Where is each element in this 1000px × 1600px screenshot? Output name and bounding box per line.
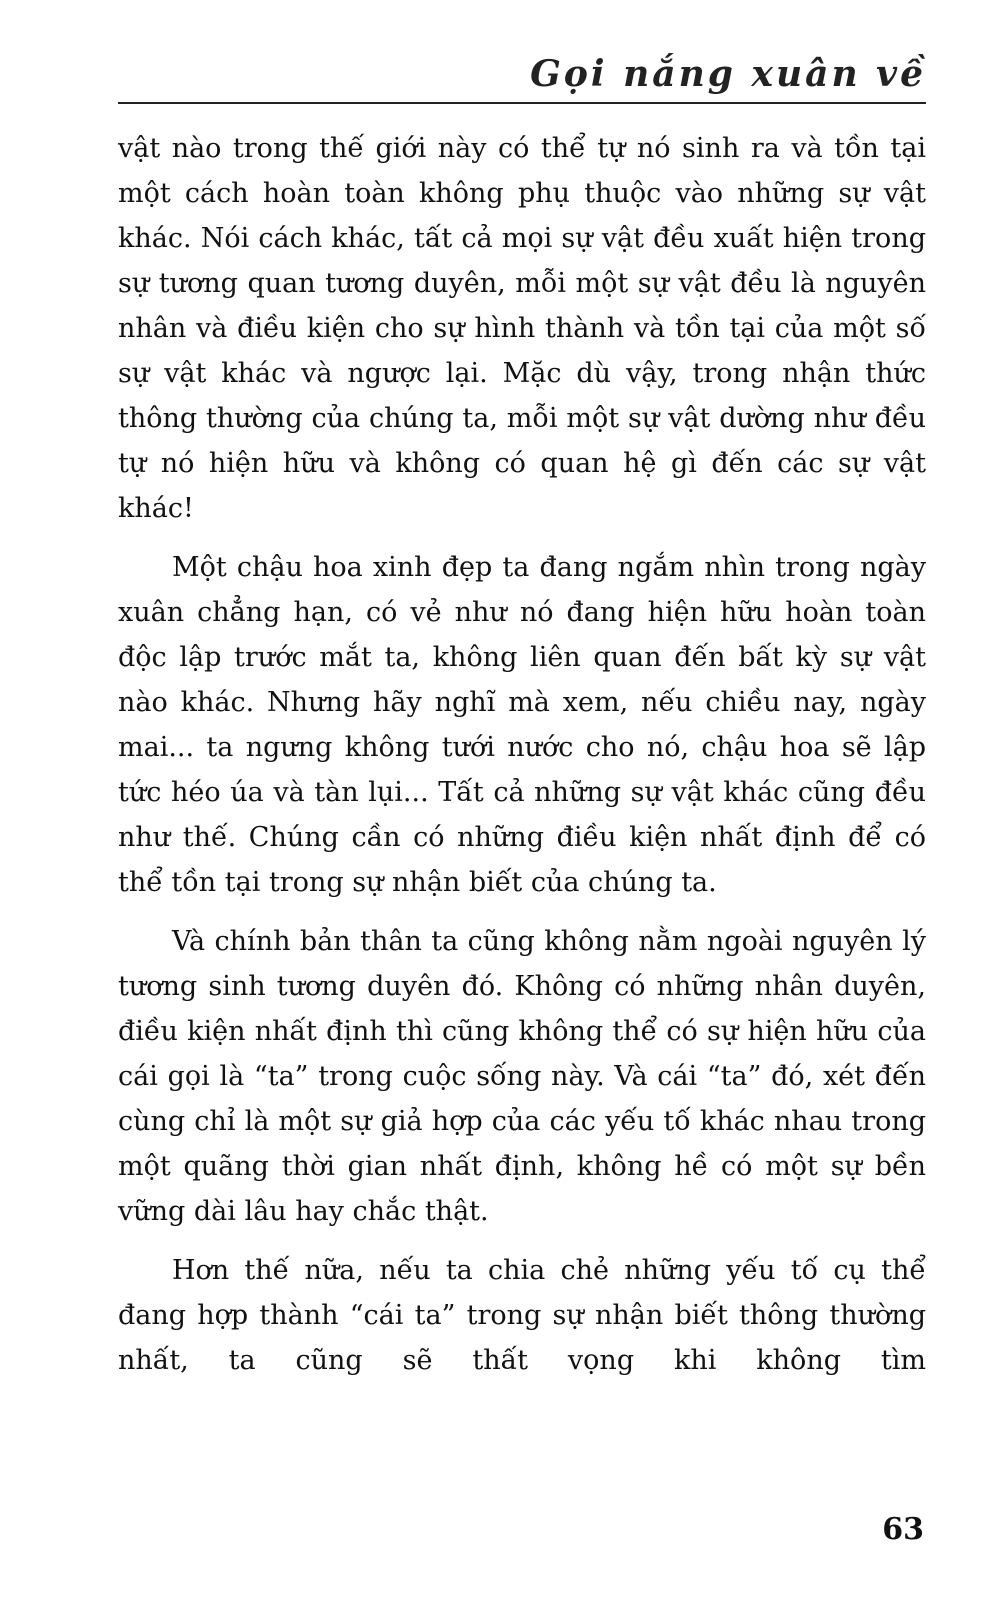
running-head-title: Gọi nắng xuân về: [530, 53, 926, 95]
page-number: 63: [882, 1512, 924, 1547]
header-rule: [118, 102, 926, 104]
body-text: [118, 126, 926, 1397]
paragraph-4: Hơn thế nữa, nếu ta chia chẻ những yếu tố cụ thể đang hợp thành “cái ta” trong sự nhận biết thông thường nhất, ta cũng sẽ thất vọng khi không tìm: [118, 1255, 926, 1376]
paragraph-1: vật nào trong thế giới này có thể tự nó sinh ra và tồn tại một cách hoàn toàn không phụ thuộc vào những sự vật khác. Nói cách khác, tất cả mọi sự vật đều xuất hiện trong sự tương quan tương duyên, mỗi một sự vật đều là nguyên nhân và điều kiện cho sự hình thành và tồn tại của một số sự vật khác và ngược lại. Mặc dù vậy, trong nhận thức thông thường của chúng ta, mỗi một sự vật dường như đều tự nó hiện hữu và không có quan hệ gì đến các sự vật khác!: [118, 133, 926, 524]
paragraph-3: Và chính bản thân ta cũng không nằm ngoài nguyên lý tương sinh tương duyên đó. Không có những nhân duyên, điều kiện nhất định thì cũng không thể có sự hiện hữu của cái gọi là “ta” trong cuộc sống này. Và cái “ta” đó, xét đến cùng chỉ là một sự giả hợp của các yếu tố khác nhau trong một quãng thời gian nhất định, không hề có một sự bền vững dài lâu hay chắc thật.: [118, 926, 926, 1227]
paragraph-2: Một chậu hoa xinh đẹp ta đang ngắm nhìn trong ngày xuân chẳng hạn, có vẻ như nó đang hiện hữu hoàn toàn độc lập trước mắt ta, không liên quan đến bất kỳ sự vật nào khác. Nhưng hãy nghĩ mà xem, nếu chiều nay, ngày mai... ta ngưng không tưới nước cho nó, chậu hoa sẽ lập tức héo úa và tàn lụi... Tất cả những sự vật khác cũng đều như thế. Chúng cần có những điều kiện nhất định để có thể tồn tại trong sự nhận biết của chúng ta.: [118, 552, 926, 898]
